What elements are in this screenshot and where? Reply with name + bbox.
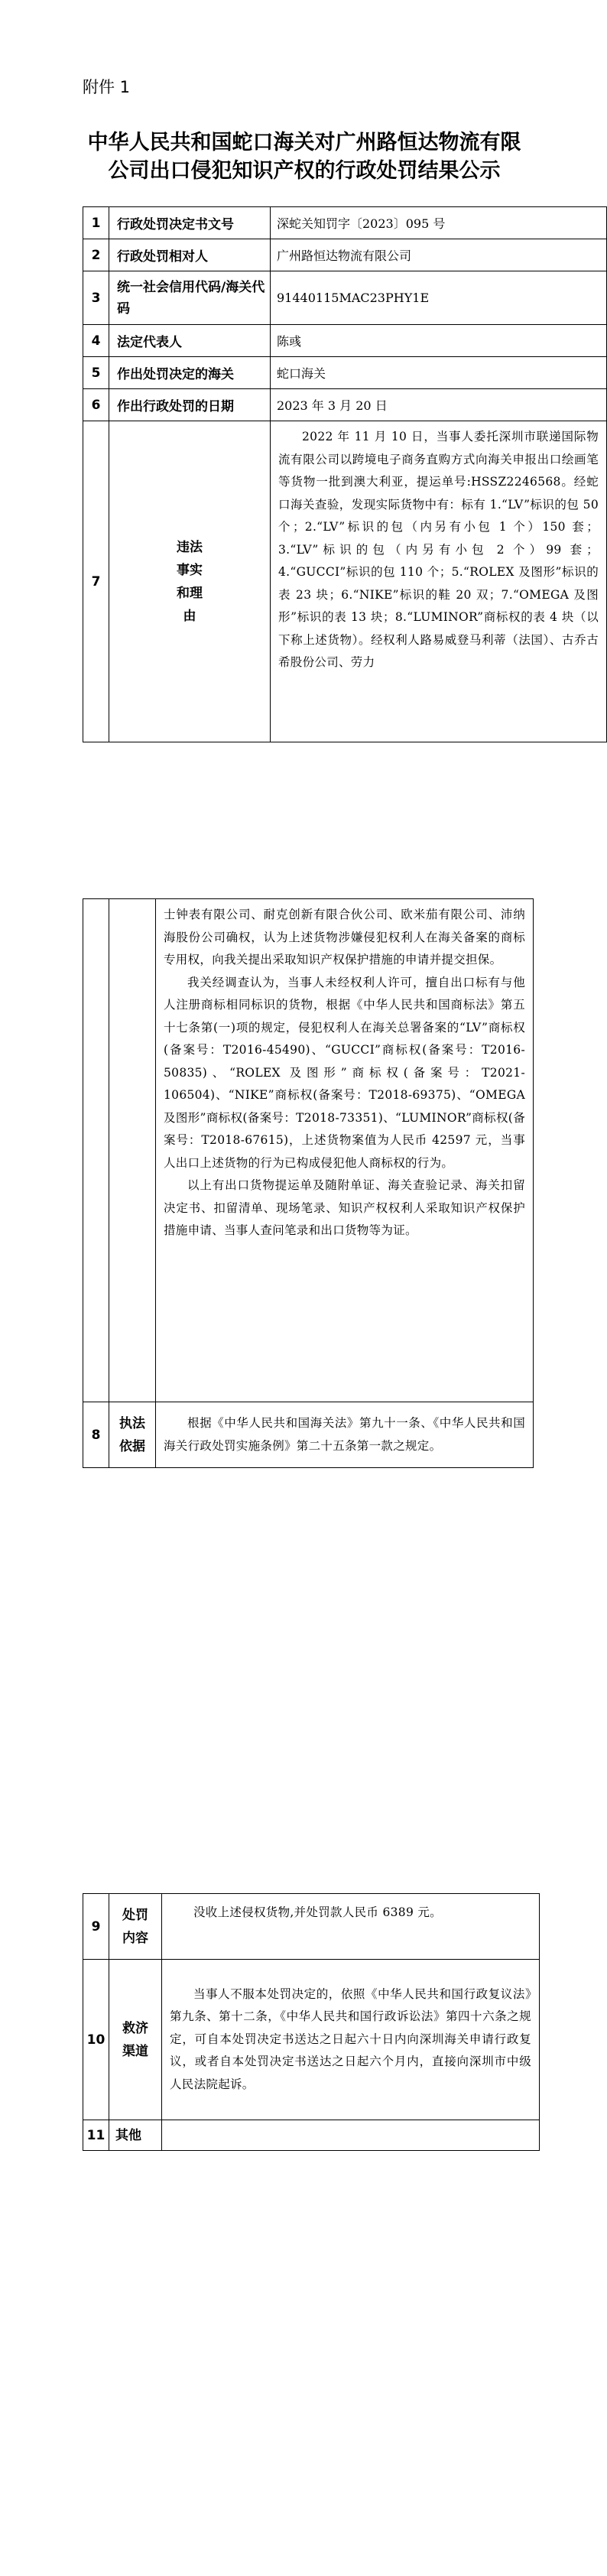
table-row-violation [83,421,607,742]
row-value: 广州路恒达物流有限公司 [271,239,607,271]
violation-paragraph-3: 以上有出口货物提运单及随附单证、海关查验记录、海关扣留决定书、扣留清单、现场笔录、知识产权权利人采取知识产权保护措施申请、当事人查问笔录和出口货物等为证。 [164,1178,525,1237]
row-number: 11 [83,2120,109,2151]
table-row-other [83,2120,540,2151]
row-label-vertical [109,1402,156,1468]
info-table-page2 [83,898,534,1468]
row-number: 9 [83,1894,109,1960]
table-row [83,271,607,325]
table-row [83,357,607,389]
annex-label: 附件 1 [83,78,131,96]
table-row-remedy [83,1960,540,2120]
penalty-content [162,1894,540,1960]
violation-label: 违法事实和理由 [177,539,203,624]
penalty-paragraph: 没收上述侵权货物,并处罚款人民币 6389 元。 [193,1905,442,1919]
row-number: 3 [83,271,109,325]
table-row [83,207,607,239]
row-number: 1 [83,207,109,239]
row-label: 统一社会信用代码/海关代码 [109,271,271,325]
row-number: 5 [83,357,109,389]
basis-label: 执法依据 [119,1415,145,1454]
row-label-vertical [109,421,271,742]
row-label: 作出行政处罚的日期 [109,389,271,421]
row-label: 行政处罚决定书文号 [109,207,271,239]
violation-paragraph-1-continued: 士钟表有限公司、耐克创新有限合伙公司、欧米茄有限公司、沛纳海股份公司确权，认为上述货物涉嫌侵犯权利人在海关备案的商标专用权，向我关提出采取知识产权保护措施的申请并提交担保。 [164,908,525,966]
remedy-content [162,1960,540,2120]
violation-paragraph-2: 我关经调查认为，当事人未经权利人许可，擅自出口标有与他人注册商标相同标识的货物，根据《中华人民共和国商标法》第五十七条第(一)项的规定，侵犯权利人在海关总署备案的“LV”商标权(备案号：T2016-45490)、“GUCCI”商标权(备案号：T2016-50835)、“ROLEX 及图形”商标权(备案号：T2021-106504)、“NIKE”商标权(备案号：T2018-69375)、“OMEGA 及图形”商标权(备案号：T2018-73351)、“LUMINOR”商标权(备案号：T2018-67615)，上述货物案值为人民币 42597 元，当事人出口上述货物的行为已构成侵犯他人商标权的行为。 [164,975,525,1170]
penalty-label: 处罚内容 [122,1907,148,1946]
other-label: 其他 [109,2120,162,2151]
row-label: 法定代表人 [109,325,271,357]
row-number: 8 [83,1402,109,1468]
table-row [83,389,607,421]
row-value: 蛇口海关 [271,357,607,389]
row-label-empty [109,899,156,1402]
violation-content-page1 [271,421,607,742]
basis-content [156,1402,534,1468]
row-value: 2023 年 3 月 20 日 [271,389,607,421]
row-label-vertical [109,1960,162,2120]
table-row [83,239,607,271]
row-number-empty [83,899,109,1402]
row-value: 陈彧 [271,325,607,357]
document-title: 中华人民共和国蛇口海关对广州路恒达物流有限公司出口侵犯知识产权的行政处罚结果公示 [87,131,521,183]
remedy-paragraph: 当事人不服本处罚决定的，依照《中华人民共和国行政复议法》第九条、第十二条，《中华人民共和国行政诉讼法》第四十六条之规定，可自本处罚决定书送达之日起六十日内向深圳海关申请行政复议，或者自本处罚决定书送达之日起六个月内，直接向深圳市中级人民法院起诉。 [170,1986,531,2091]
info-table-page1 [83,206,607,742]
info-table-page3 [83,1893,540,2151]
basis-paragraph: 根据《中华人民共和国海关法》第九十一条、《中华人民共和国海关行政处罚实施条例》第二十五条第一款之规定。 [164,1416,525,1453]
violation-paragraph-1: 2022 年 11 月 10 日，当事人委托深圳市联递国际物流有限公司以跨境电子商务直购方式向海关申报出口绘画笔等货物一批到澳大利亚，提运单号:HSSZ2246568。经蛇口海关查验，发现实际货物中有：标有 1.“LV”标识的包 50 个；2.“LV”标识的包（内另有小包 1 个）150 套；3.“LV”标识的包（内另有小包 2 个）99 套；4.“GUCCI”标识的包 110 个；5.“ROLEX 及图形”标识的表 23 块；6.“NIKE”标识的鞋 20 双；7.“OMEGA 及图形”标识的表 13 块；8.“LUMINOR”商标权的表 4 块（以下称上述货物）。经权利人路易威登马利蒂（法国）、古乔古希股份公司、劳力 [278,430,599,669]
table-row-penalty [83,1894,540,1960]
table-row-violation-continued [83,899,534,1402]
row-value: 深蛇关知罚字〔2023〕095 号 [271,207,607,239]
other-content [162,2120,540,2151]
violation-content-page2 [156,899,534,1402]
row-number: 6 [83,389,109,421]
row-number: 10 [83,1960,109,2120]
row-label-vertical [109,1894,162,1960]
table-row-basis [83,1402,534,1468]
remedy-label: 救济渠道 [122,2020,148,2059]
row-number: 7 [83,421,109,742]
row-label: 作出处罚决定的海关 [109,357,271,389]
table-row [83,325,607,357]
row-value: 91440115MAC23PHY1E [271,271,607,325]
row-number: 2 [83,239,109,271]
row-label: 行政处罚相对人 [109,239,271,271]
row-number: 4 [83,325,109,357]
